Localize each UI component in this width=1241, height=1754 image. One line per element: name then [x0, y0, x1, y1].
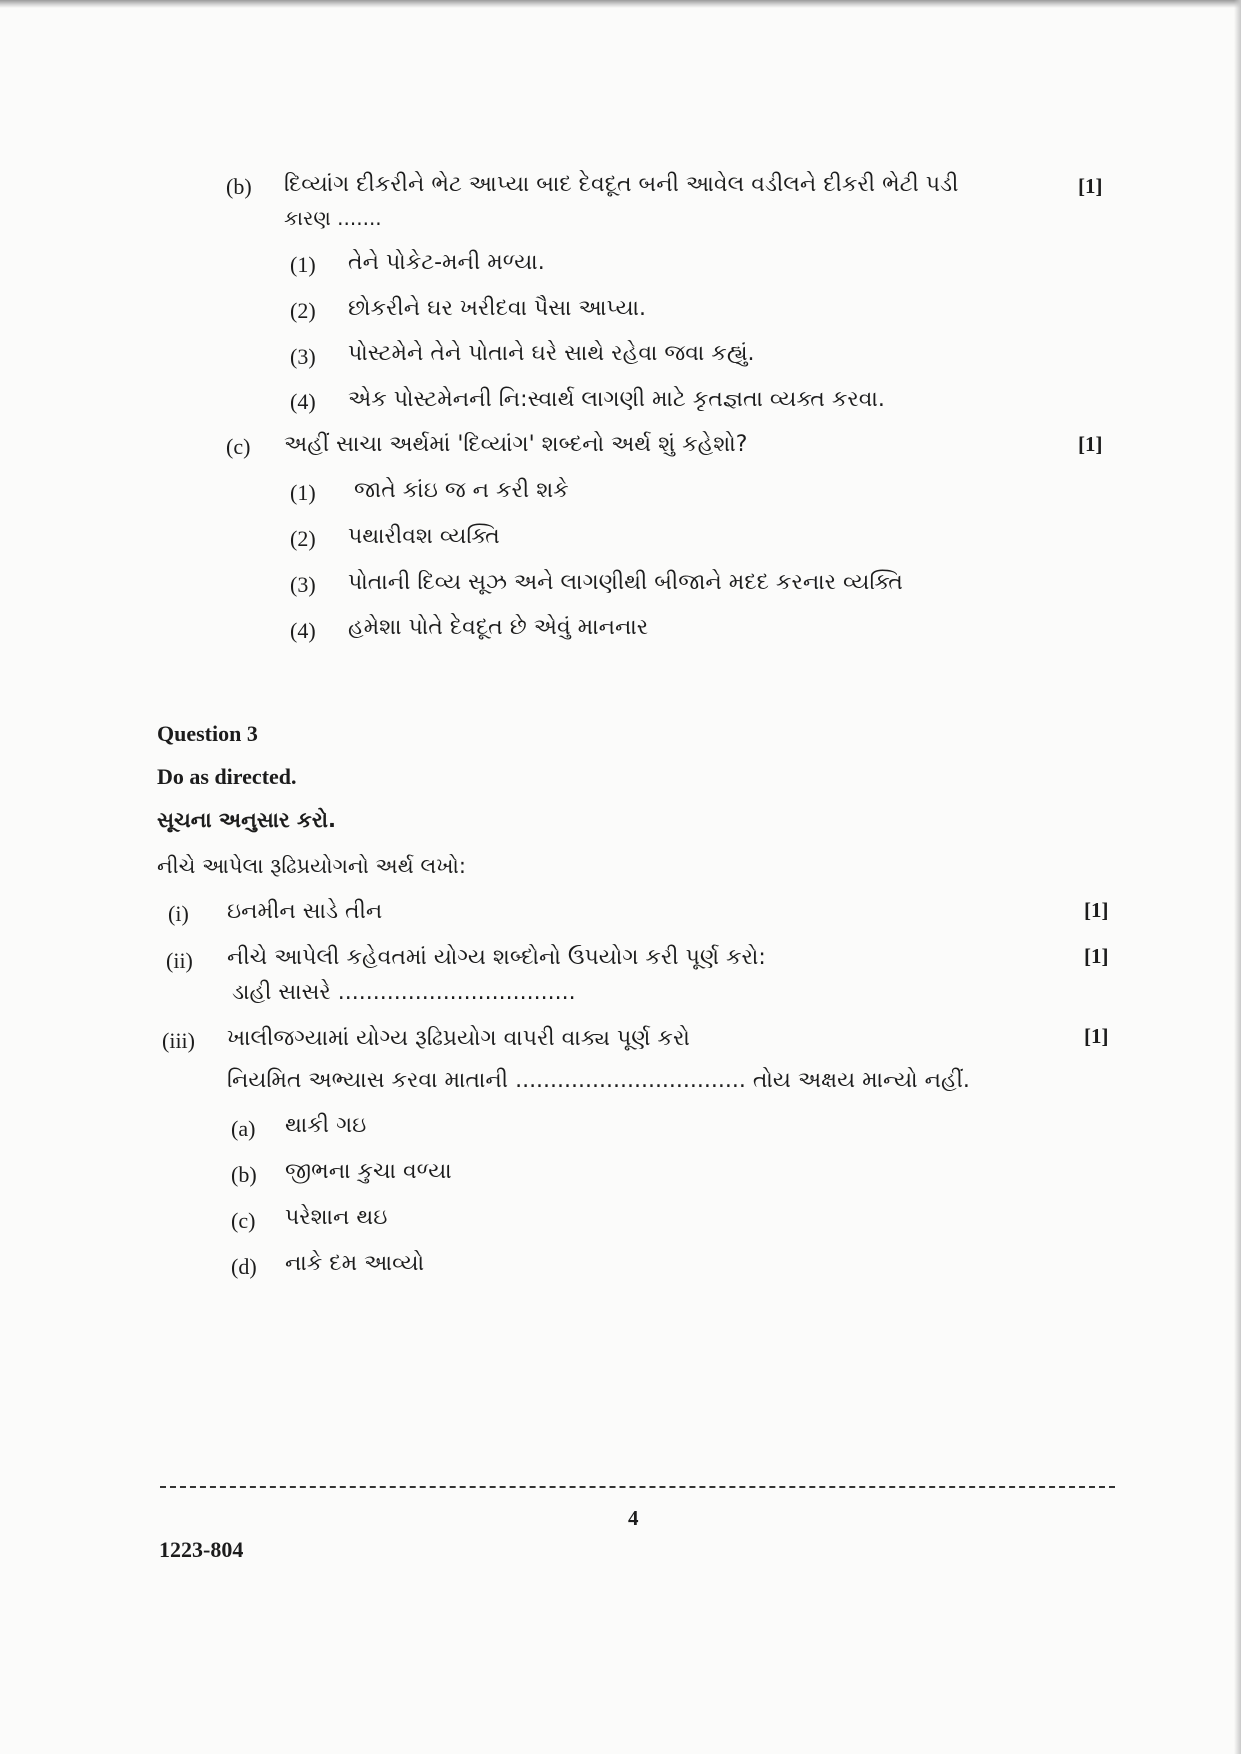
q2c-option-4-num: (4) [290, 618, 316, 643]
scan-edge-top [0, 0, 1241, 8]
q2b-option-3-num: (3) [290, 344, 316, 369]
q2c-text: અહીં સાચા અર્થમાં 'દિવ્યાંગ' શબ્દનો અર્થ શું કહેશો? [284, 432, 748, 457]
q3-instruction-en: Do as directed. [157, 764, 297, 789]
q2b-option-4-num: (4) [290, 389, 316, 414]
q2c-option-3-text: પોતાની દિવ્ય સૂઝ અને લાગણીથી બીજાને મદદ કરનાર વ્યક્તિ [348, 570, 903, 595]
footer-divider [160, 1486, 1115, 1488]
paper-code: 1223-804 [159, 1537, 244, 1562]
q3iii-option-d-num: (d) [231, 1254, 257, 1279]
q3iii-option-d-text: નાકે દમ આવ્યો [285, 1251, 425, 1276]
q3ii-line2: ડાહી સાસરે .................................. [232, 980, 576, 1005]
q3iii-option-c-num: (c) [231, 1208, 256, 1233]
q2b-label: (b) [226, 174, 252, 199]
q3iii-option-b-num: (b) [231, 1162, 257, 1187]
q2b-option-3-text: પોસ્ટમેને તેને પોતાને ઘરે સાથે રહેવા જવા કહ્યું. [348, 341, 755, 366]
q2b-text-line2: કારણ ....... [284, 206, 382, 230]
q2c-option-1-num: (1) [290, 480, 316, 505]
q2b-option-2-text: છોકરીને ઘર ખરીદવા પૈસા આપ્યા. [348, 296, 646, 321]
q2b-option-4-text: એક પોસ્ટમેનની નિ:સ્વાર્થ લાગણી માટે કૃતજ્ઞતા વ્યક્ત કરવા. [348, 387, 885, 412]
q3ii-label: (ii) [166, 948, 193, 973]
q3ii-text: નીચે આપેલી કહેવતમાં યોગ્ય શબ્દોનો ઉપયોગ કરી પૂર્ણ કરો: [227, 945, 766, 970]
q3iii-label: (iii) [162, 1028, 195, 1053]
scan-edge-right [1234, 0, 1241, 1754]
q3iii-marks: [1] [1084, 1024, 1109, 1048]
q3iii-option-a-num: (a) [231, 1116, 256, 1141]
q2b-option-1-text: તેને પોકેટ-મની મળ્યા. [348, 250, 545, 275]
q3iii-text: ખાલીજગ્યામાં યોગ્ય રૂઢિપ્રયોગ વાપરી વાક્ય પૂર્ણ કરો [227, 1026, 690, 1051]
q2c-option-1-text: જાતે કાંઇ જ ન કરી શકે [354, 478, 569, 503]
q3-sub-instruction: નીચે આપેલા રૂઢિપ્રયોગનો અર્થ લખો: [157, 854, 466, 878]
q2c-option-2-text: પથારીવશ વ્યક્તિ [348, 524, 500, 549]
page-number: 4 [628, 1506, 639, 1530]
q2b-option-2-num: (2) [290, 298, 316, 323]
q2c-option-3-num: (3) [290, 572, 316, 597]
q2b-text-line1: દિવ્યાંગ દીકરીને ભેટ આપ્યા બાદ દેવદૂત બની આવેલ વડીલને દીકરી ભેટી પડી [284, 172, 959, 197]
q2c-marks: [1] [1078, 432, 1103, 456]
q2b-marks: [1] [1078, 174, 1103, 198]
q3iii-option-b-text: જીભના કુચા વળ્યા [285, 1159, 452, 1184]
q3i-marks: [1] [1084, 898, 1109, 922]
q3iii-option-c-text: પરેશાન થઇ [285, 1205, 388, 1230]
q3i-label: (i) [168, 901, 189, 926]
q2c-label: (c) [226, 434, 251, 459]
q2b-option-1-num: (1) [290, 252, 316, 277]
q2c-option-2-num: (2) [290, 526, 316, 551]
q3-heading: Question 3 [157, 721, 258, 746]
q3iii-option-a-text: થાકી ગઇ [285, 1113, 367, 1138]
q3i-text: ઇનમીન સાડે તીન [227, 899, 383, 924]
q3-instruction-gu: સૂચના અનુસાર કરો. [157, 808, 336, 832]
q3iii-line2: નિયમિત અભ્યાસ કરવા માતાની ................................. તોય અક્ષય માન્યો નહીં. [227, 1068, 970, 1093]
q2c-option-4-text: હમેશા પોતે દેવદૂત છે એવું માનનાર [348, 615, 649, 640]
q3ii-marks: [1] [1084, 944, 1109, 968]
